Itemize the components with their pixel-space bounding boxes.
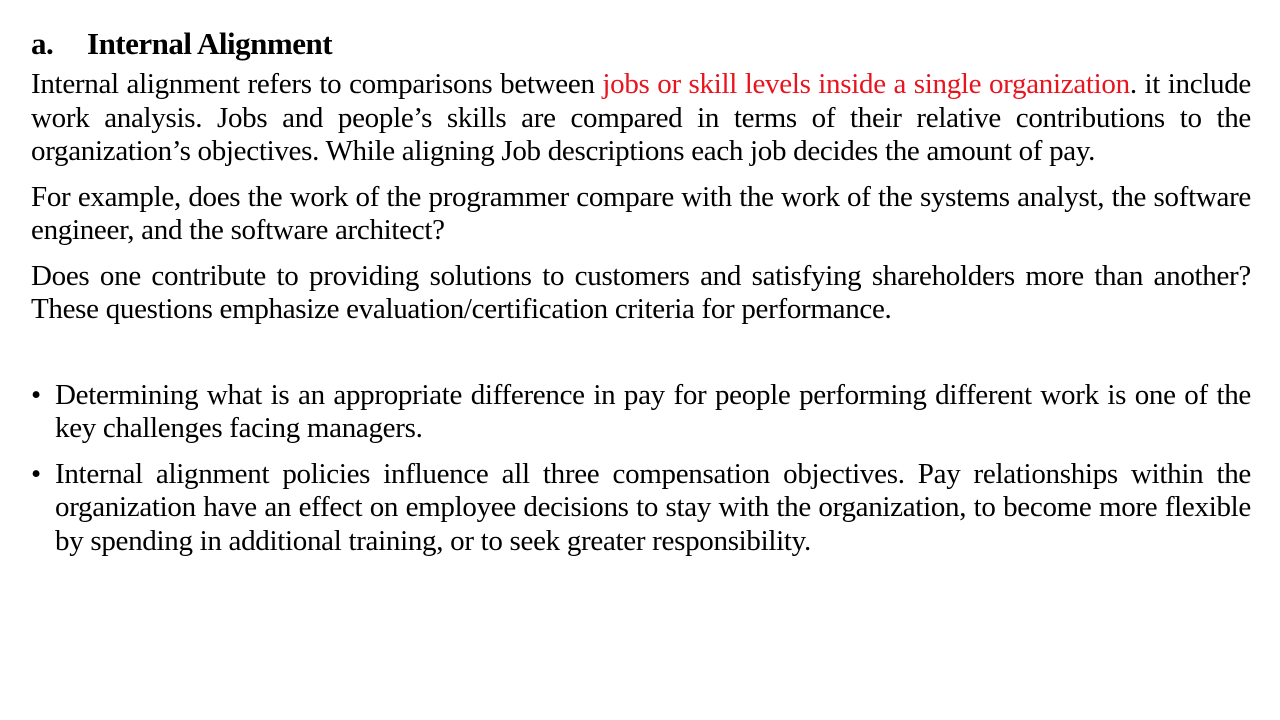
paragraph-definition — [31, 68, 1251, 169]
heading-marker: a. — [31, 26, 54, 61]
section-heading — [31, 24, 1251, 68]
bullet-text: Determining what is an appropriate difference in pay for people performing different work is one of the key challenges facing managers. — [55, 378, 1251, 444]
bullet-item — [31, 379, 1251, 446]
spacer — [31, 327, 1251, 379]
highlighted-phrase: jobs or skill levels inside a single organization — [602, 68, 1130, 100]
paragraph-question: Does one contribute to providing solutions to customers and satisfying shareholders more than another? These questions emphasize evaluation/certification criteria for performance. — [31, 259, 1251, 325]
bullet-item — [31, 458, 1251, 559]
bullet-text: Internal alignment policies influence all three compensation objectives. Pay relationships within the organization have an effect on employee decisions to stay with the organization, to become more flexible by spending in additional training, or to seek greater responsibility. — [55, 457, 1251, 557]
paragraph-definition-before: Internal alignment refers to comparisons between — [31, 68, 603, 100]
bullet-symbol: • — [31, 457, 41, 490]
paragraph-definition-after: . it include work analysis. Jobs and people’s skills are compared in terms of their relative contributions to the organization’s objectives. While aligning Job descriptions each job decides the amount of pay. — [31, 68, 1251, 167]
slide-content — [31, 24, 1251, 558]
paragraph-example: For example, does the work of the programmer compare with the work of the systems analyst, the software engineer, and the software architect? — [31, 180, 1251, 246]
bullet-symbol: • — [31, 378, 41, 411]
heading-title: Internal Alignment — [87, 26, 333, 61]
